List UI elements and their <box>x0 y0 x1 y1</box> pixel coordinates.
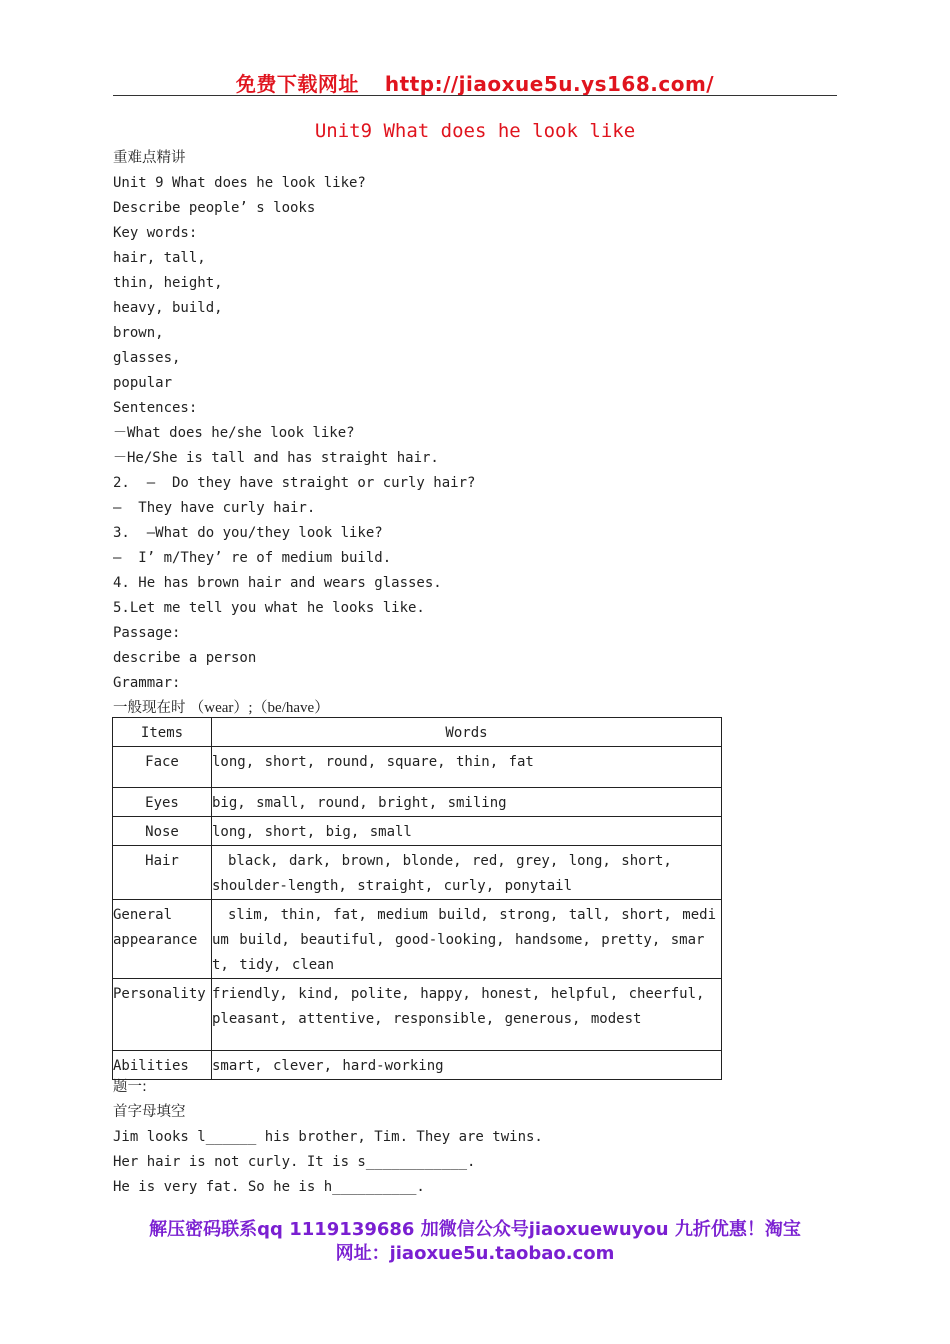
grammar-verbs: （wear）;（be/have） <box>185 700 330 716</box>
text-line: 3. –What do you/they look like? <box>113 525 383 541</box>
table-row <box>113 788 722 817</box>
text-line: hair, tall, <box>113 250 206 266</box>
text-line: 4. He has brown hair and wears glasses. <box>113 575 442 591</box>
text-line: describe a person <box>113 650 257 666</box>
text-line: – I’ m/They’ re of medium build. <box>113 550 392 566</box>
header-items: Items <box>113 718 212 747</box>
exercise-section <box>113 1075 543 1200</box>
text-line: －What does he/she look like? <box>113 425 355 441</box>
vocabulary-table <box>112 717 722 1080</box>
row-item: Abilities <box>113 1051 212 1080</box>
table-row <box>113 979 722 1051</box>
row-words: smart, clever, hard-working <box>212 1051 722 1080</box>
footer-shop-link[interactable]: 网址：jiaoxue5u.taobao.com <box>335 1243 615 1264</box>
row-words: long, short, round, square, thin, fat <box>212 747 722 788</box>
text-line: Describe people’ s looks <box>113 200 316 216</box>
text-line: Unit 9 What does he look like? <box>113 175 366 191</box>
row-item: Face <box>113 747 212 788</box>
text-line: popular <box>113 375 173 391</box>
text-line: brown, <box>113 325 164 341</box>
table-row <box>113 817 722 846</box>
text-line: heavy, build, <box>113 300 223 316</box>
text-line: Grammar: <box>113 675 181 691</box>
row-item: Personality <box>113 979 212 1051</box>
text-line: glasses, <box>113 350 181 366</box>
exercise-heading: 题一: <box>113 1079 147 1095</box>
row-item: Hair <box>113 846 212 900</box>
table-header-row <box>113 718 722 747</box>
text-line: Key words: <box>113 225 198 241</box>
section-heading: 重难点精讲 <box>113 150 186 166</box>
row-words: big, small, round, bright, smiling <box>212 788 722 817</box>
exercise-item: Her hair is not curly. It is s____________. <box>113 1154 476 1170</box>
exercise-subheading: 首字母填空 <box>113 1104 186 1120</box>
row-item: General appearance <box>113 900 212 979</box>
row-words: long, short, big, small <box>212 817 722 846</box>
row-item: Nose <box>113 817 212 846</box>
row-words: black, dark, brown, blonde, red, grey, long, short, shoulder-length, straight, curly, ponytail <box>212 846 722 900</box>
exercise-item: He is very fat. So he is h__________. <box>113 1179 425 1195</box>
grammar-tense-label: 一般现在时 <box>113 700 186 716</box>
page-footer <box>0 1218 950 1266</box>
text-line: Passage: <box>113 625 181 641</box>
exercise-item: Jim looks l______ his brother, Tim. They are twins. <box>113 1129 543 1145</box>
text-line: thin, height, <box>113 275 223 291</box>
row-item: Eyes <box>113 788 212 817</box>
lesson-notes <box>113 146 475 721</box>
table-row <box>113 846 722 900</box>
row-words: friendly, kind, polite, happy, honest, helpful, cheerful, pleasant, attentive, responsible, generous, modest <box>212 979 722 1051</box>
page-header <box>0 68 950 97</box>
header-label: 免费下载网址 <box>235 72 359 96</box>
header-words: Words <box>212 718 722 747</box>
header-divider <box>113 95 837 96</box>
text-line: – They have curly hair. <box>113 500 316 516</box>
header-url-link[interactable]: http://jiaoxue5u.ys168.com/ <box>384 72 715 96</box>
table-row <box>113 747 722 788</box>
page-title: Unit9 What does he look like <box>314 120 636 142</box>
footer-contact-line: 解压密码联系qq 1119139686 加微信公众号jiaoxuewuyou 九折优惠！淘宝 <box>149 1219 801 1240</box>
row-words: slim, thin, fat, medium build, strong, tall, short, medium build, beautiful, good-looking, handsome, pretty, smart, tidy, clean <box>212 900 722 979</box>
table-row <box>113 900 722 979</box>
text-line: 2. – Do they have straight or curly hair? <box>113 475 476 491</box>
text-line: Sentences: <box>113 400 198 416</box>
text-line: 5.Let me tell you what he looks like. <box>113 600 425 616</box>
text-line: －He/She is tall and has straight hair. <box>113 450 439 466</box>
